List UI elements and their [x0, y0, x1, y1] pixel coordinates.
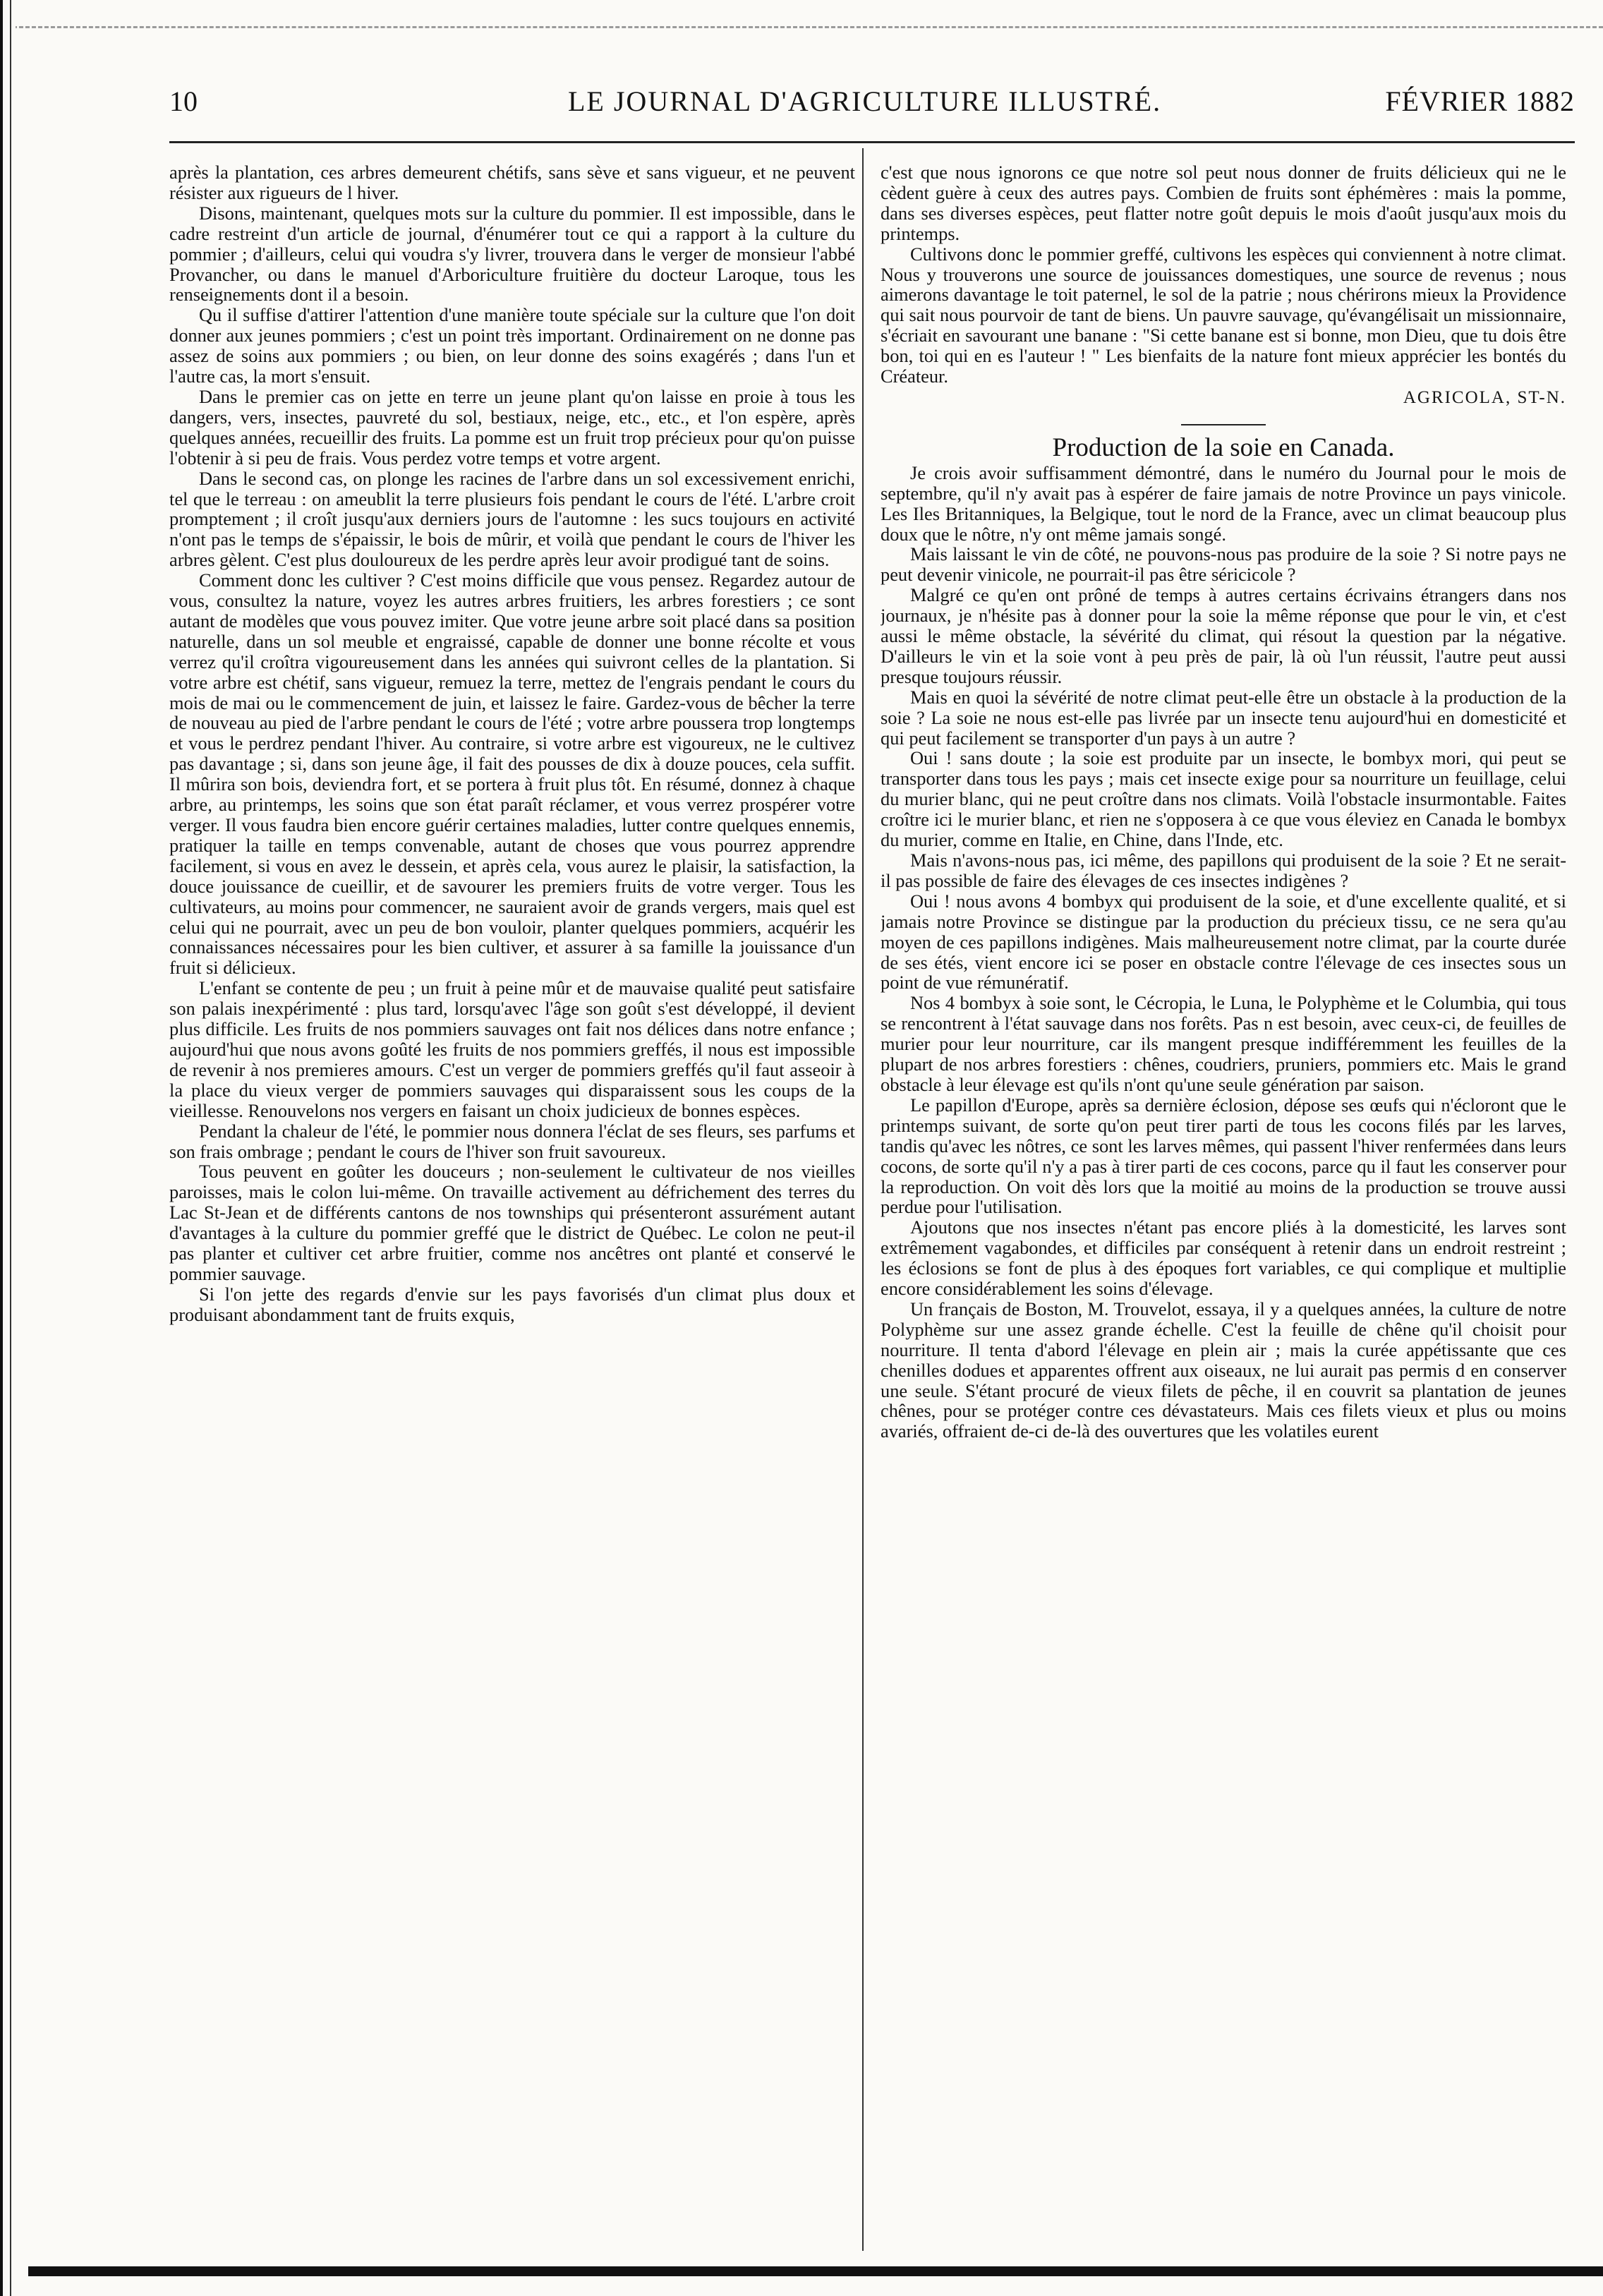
paragraph: c'est que nous ignorons ce que notre sol peut nous donner de fruits délicieux qui ne le cèdent guère à ceux des autres pays. Combien de fruits sont éphémères : mais la pomme, dans ses diverses espèces, peut flatter notre goût depuis le mois d'août jusqu'aux mois du printemps.	[881, 162, 1566, 244]
paragraph: Nos 4 bombyx à soie sont, le Cécropia, le Luna, le Polyphème et le Columbia, qui tous se rencontrent à l'état sauvage dans nos forêts. Pas n est besoin, avec ceux-ci, de feuilles de murier pour leur nourriture, car ils mangent presque indifféremment les feuilles de la plupart de nos arbres forestiers : chênes, coudriers, pruniers, pommiers etc. Mais le grand obstacle à leur élevage est qu'ils n'ont qu'une seule génération par saison.	[881, 992, 1566, 1095]
paragraph: Cultivons donc le pommier greffé, cultivons les espèces qui conviennent à notre climat. Nous y trouverons une source de jouissances domestiques, une source de revenus ; nous aimerons davantage le toit paternel, le sol de la patrie ; nous chérirons mieux la Providence qui sait nous pourvoir de tant de biens. Un pauvre sauvage, qu'évangélisait un missionnaire, s'écriait en savourant une banane : "Si cette banane est si bonne, mon Dieu, que tu dois être bon, toi qui en es l'auteur ! " Les bienfaits de la nature font mieux apprécier les bontés du Créateur.	[881, 243, 1566, 387]
scan-bottom-edge	[28, 2266, 1603, 2276]
paragraph: Le papillon d'Europe, après sa dernière éclosion, dépose ses œufs qui n'écloront que le printemps suivant, de sorte qu'on peut tirer parti de tous les cocons filés par les larves, tandis qu'avec les nôtres, ce sont les larves mêmes, qui passent l'hiver renfermées dans leurs cocons, de sorte qu'il n'y a pas à tirer parti de ces cocons, parce qu il faut les conserver pour la reproduction. On voit dès lors que la moitié au moins de la production se trouve aussi perdue pour l'utilisation.	[881, 1094, 1566, 1218]
paragraph: Pendant la chaleur de l'été, le pommier nous donnera l'éclat de ses fleurs, ses parfums et son frais ombrage ; pendant le cours de l'hiver son fruit savoureux.	[169, 1120, 855, 1162]
column-separator	[862, 148, 864, 2251]
page-header	[169, 85, 1575, 131]
paragraph: Ajoutons que nos insectes n'étant pas encore pliés à la domesticité, les larves sont extrêmement vagabondes, et difficiles par conséquent à retenir dans un endroit restreint ; les éclosions se font de plus à des époques fort variables, ce qui complique et multiplie encore considérablement les soins d'élevage.	[881, 1216, 1566, 1300]
paragraph: Oui ! sans doute ; la soie est produite par un insecte, le bombyx mori, qui peut se transporter dans tous les pays ; mais cet insecte exige pour sa nourriture un feuillage, celui du murier blanc, qui ne peut croître dans nos climats. Voilà l'obstacle insurmontable. Faites croître ici le murier blanc, et rien ne s'opposera à ce que vous éleviez en Canada le bombyx du murier, comme en Italie, en Chine, dans l'Inde, etc.	[881, 747, 1566, 851]
journal-title: LE JOURNAL D'AGRICULTURE ILLUSTRÉ.	[568, 85, 1162, 117]
paragraph: Qu il suffise d'attirer l'attention d'une manière toute spéciale sur la culture que l'on doit donner aux jeunes pommiers ; c'est un point très important. Ordinairement on ne donne pas assez de soins aux pommiers ; ou bien, on leur donne des soins exagérés ; dans l'un et l'autre cas, la mort s'ensuit.	[169, 304, 855, 387]
issue-date: FÉVRIER 1882	[1385, 85, 1575, 117]
scan-top-edge	[0, 0, 1603, 28]
page-number: 10	[169, 85, 198, 117]
left-column	[169, 162, 855, 2251]
header-rule	[169, 141, 1575, 143]
paragraph: Mais n'avons-nous pas, ici même, des papillons qui produisent de la soie ? Et ne serait-il pas possible de faire des élevages de ces insectes indigènes ?	[881, 850, 1566, 891]
paragraph: Mais laissant le vin de côté, ne pouvons-nous pas produire de la soie ? Si notre pays ne peut devenir vinicole, ne pourrait-il pas être séricicole ?	[881, 543, 1566, 586]
paragraph: Oui ! nous avons 4 bombyx qui produisent de la soie, et d'une excellente qualité, et si jamais notre Province se distingue par la production du précieux tissu, ce ne sera qu'au moyen de ces papillons indigènes. Mais malheureusement notre climat, par la courte durée de ses étés, vient encore ici se poser en obstacle contre l'élevage de ces insectes sous un point de vue rémunératif.	[881, 890, 1566, 993]
scan-binding-edge	[0, 0, 16, 2296]
right-column	[881, 162, 1566, 2251]
section-divider	[1181, 424, 1266, 425]
paragraph: Un français de Boston, M. Trouvelot, essaya, il y a quelques années, la culture de notre Polyphème sur une assez grande échelle. C'est la feuille de chêne qu'il choisit pour nourriture. Il tenta d'abord l'élevage en plein air ; mais la curée appétissante que ces chenilles dodues et apparentes offrent aux oiseaux, ne lui aurait pas permis d en conserver une seule. S'étant procuré de vieux filets de pêche, il en couvrit sa plantation de jeunes chênes, pour se protéger contre ces dévastateurs. Mais ces filets vieux et plus ou moins avariés, offraient de-ci de-là des ouvertures que les volatiles eurent	[881, 1298, 1566, 1442]
paragraph: après la plantation, ces arbres demeurent chétifs, sans sève et sans vigueur, et ne peuvent résister aux rigueurs de l hiver.	[169, 162, 855, 203]
paragraph: Je crois avoir suffisamment démontré, dans le numéro du Journal pour le mois de septembre, qu'il n'y avait pas à espérer de faire jamais de notre Province un pays vinicole. Les Iles Britanniques, la Belgique, tout le nord de la France, avec un climat beaucoup plus doux que le nôtre, n'y ont même jamais songé.	[881, 461, 1566, 545]
paragraph: Tous peuvent en goûter les douceurs ; non-seulement le cultivateur de nos vieilles paroisses, mais le colon lui-même. On travaille activement au défrichement des terres du Lac St-Jean et de différents cantons de nos townships qui présenteront assurément autant d'avantages à la culture du pommier greffé que le district de Québec. Le colon ne peut-il pas planter et cultiver cet arbre fruitier, comme nos ancêtres ont planté et conservé le pommier sauvage.	[169, 1161, 855, 1284]
paragraph: Comment donc les cultiver ? C'est moins difficile que vous pensez. Regardez autour de vous, consultez la nature, voyez les autres arbres fruitiers, les arbres forestiers ; ce sont autant de modèles que vous pouvez imiter. Que votre jeune arbre soit placé dans sa position naturelle, dans un sol meuble et engraissé, capable de donner une bonne récolte et vous verrez qu'il croîtra vigoureusement dans les années qui suivront celles de la plantation. Si votre arbre est chétif, sans vigueur, remuez la terre, mettez de l'engrais pendant le cours du mois de mai ou le commencement de juin, et laissez le faire. Gardez-vous de bêcher la terre de nouveau au pied de l'arbre pendant le cours de l'été ; votre arbre poussera trop longtemps et vous le perdrez pendant l'hiver. Au contraire, si votre arbre est vigoureux, ne le cultivez pas davantage ; si, dans son jeune âge, il fait des pousses de dix à douze pouces, cela suffit. Il mûrira son bois, deviendra fort, et se portera à fruit plus tôt. En résumé, donnez à chaque arbre, au printemps, les soins que son état paraît réclamer, et vous verrez prospérer votre verger. Il vous faudra bien encore guérir certaines maladies, lutter contre quelques ennemis, pratiquer la taille en temps convenable, autant de choses que vous pourrez apprendre facilement, si vous en avez le dessein, et après cela, vous aurez le plaisir, la satisfaction, la douce jouissance de cueillir, et de savourer les premiers fruits de votre verger. Tous les cultivateurs, au moins pour commencer, ne sauraient avoir de grands vergers, mais quel est celui qui ne pourrait, avec un peu de bon vouloir, planter quelques pommiers, acquérir les connaissances nécessaires pour les bien cultiver, et assurer à sa famille la jouissance d'un fruit si délicieux.	[169, 569, 855, 979]
paragraph: Si l'on jette des regards d'envie sur les pays favorisés d'un climat plus doux et produisant abondamment tant de fruits exquis,	[169, 1283, 855, 1325]
paragraph: Disons, maintenant, quelques mots sur la culture du pommier. Il est impossible, dans le cadre restreint d'un article de journal, d'énumérer tout ce qui a rapport à la culture du pommier ; d'ailleurs, celui qui voudra s'y livrer, trouvera dans le verger de monsieur l'abbé Provancher, ou dans le manuel d'Arboriculture fruitière du docteur Laroque, tous les renseignements dont il a besoin.	[169, 202, 855, 306]
paragraph: Dans le premier cas on jette en terre un jeune plant qu'on laisse en proie à tous les dangers, vers, insectes, pauvreté du sol, bestiaux, neige, etc., etc., et l'on espère, après quelques années, recueillir des fruits. La pomme est un fruit trop précieux pour qu'on puisse l'obtenir à si peu de frais. Vous perdez votre temps et votre argent.	[169, 385, 855, 469]
author-signature: AGRICOLA, ST-N.	[1403, 387, 1566, 407]
paragraph: Mais en quoi la sévérité de notre climat peut-elle être un obstacle à la production de la soie ? La soie ne nous est-elle pas livrée par un insecte tenu aujourd'hui en domesticité et qui peut facilement se transporter d'un pays à un autre ?	[881, 686, 1566, 749]
paragraph: L'enfant se contente de peu ; un fruit à peine mûr et de mauvaise qualité peut satisfaire son palais inexpérimenté : plus tard, lorsqu'avec l'âge son goût s'est développé, il devient plus difficile. Les fruits de nos pommiers sauvages ont fait nos délices dans notre enfance ; aujourd'hui que nous avons goûté les fruits de nos pommiers greffés, il nous est impossible de revenir à nos premieres amours. C'est un verger de pommiers greffés qu'il faut asseoir à la place du vieux verger de pommiers sauvages qui disparaissent sous les coups de la vieillesse. Renouvelons nos vergers en faisant un choix judicieux de bonnes espèces.	[169, 977, 855, 1121]
paragraph: Malgré ce qu'en ont prôné de temps à autres certains écrivains étrangers dans nos journaux, je n'hésite pas à donner pour la soie la même réponse que pour le vin, et c'est aussi le même obstacle, la sévérité du climat, qui résout la question par la négative. D'ailleurs le vin et la soie vont à peu près de pair, là où l'un réussit, l'autre peut aussi presque toujours réussir.	[881, 584, 1566, 687]
section-title: Production de la soie en Canada.	[1052, 433, 1395, 462]
paragraph: Dans le second cas, on plonge les racines de l'arbre dans un sol excessivement enrichi, tel que le terreau : on ameublit la terre plusieurs fois pendant le cours de l'été. L'arbre croit promptement ; il croît jusqu'aux derniers jours de l'automne : les sucs toujours en activité n'ont pas le temps de s'épaissir, le bois de mûrir, et voilà que pendant le cours de l'hiver les arbres gèlent. C'est plus douloureux de les perdre après leur avoir prodigué tant de soins.	[169, 467, 855, 571]
